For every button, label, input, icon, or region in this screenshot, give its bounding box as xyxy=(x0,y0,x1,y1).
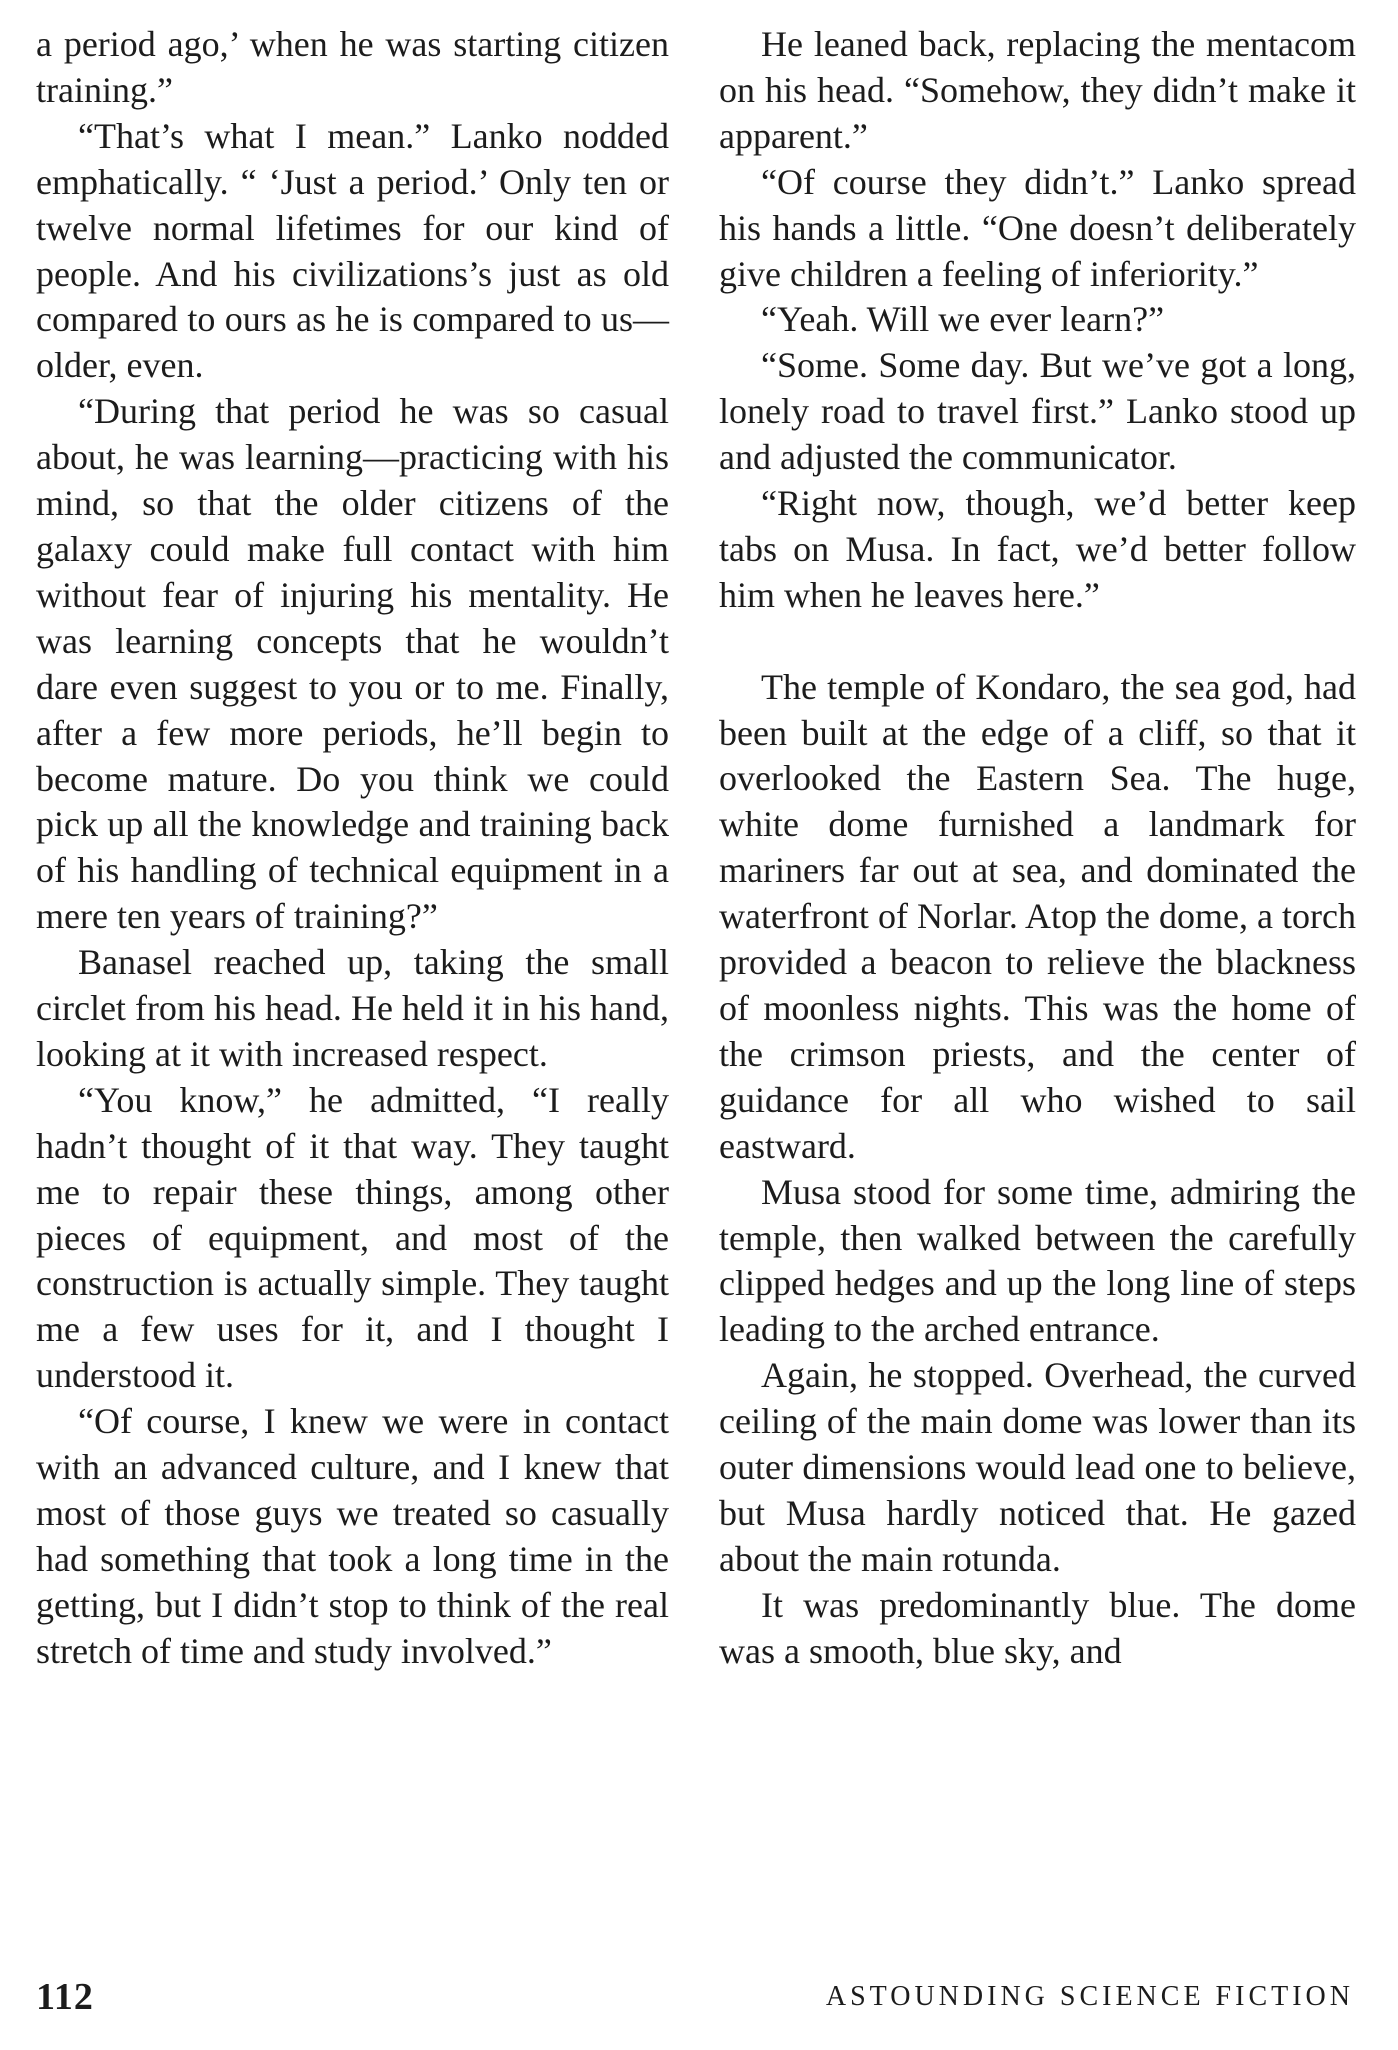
running-head-title: ASTOUNDING SCIENCE FICTION xyxy=(825,1981,1354,2012)
paragraph: “Of course they didn’t.” Lanko spread his hands a little. “One doesn’t deliberately give children a feeling of inferiority.” xyxy=(719,161,1356,294)
right-text-column xyxy=(719,22,1356,1675)
paragraph: a period ago,’ when he was starting citizen training.” xyxy=(36,24,669,110)
paragraph: Again, he stopped. Overhead, the curved ceiling of the main dome was lower than its outer dimensions would lead one to believe, but Musa hardly noticed that. He gazed about the main rotunda. xyxy=(719,1355,1356,1579)
paragraph: “Yeah. Will we ever learn?” xyxy=(761,299,1165,340)
paragraph: “Right now, though, we’d better keep tabs on Musa. In fact, we’d better follow him when he leaves here.” xyxy=(719,483,1356,615)
left-text-column xyxy=(36,22,669,1675)
paragraph: Musa stood for some time, admiring the temple, then walked between the carefully clipped hedges and up the long line of steps leading to the arched entrance. xyxy=(719,1171,1356,1350)
paragraph: He leaned back, replacing the mentacom on his head. “Somehow, they didn’t make it apparent.” xyxy=(719,24,1356,156)
paragraph: “You know,” he admitted, “I really hadn’t thought of it that way. They taught me to repair these things, among other pieces of equipment, and most of the construction is actually simple. They taught me a few uses for it, and I thought I understood it. xyxy=(36,1079,669,1396)
paragraph: “Of course, I knew we were in contact with an advanced culture, and I knew that most of those guys we treated so casually had something that took a long time in the getting, but I didn’t stop to think of the real stretch of time and study involved.” xyxy=(36,1401,669,1671)
paragraph: “During that period he was so casual about, he was learning—practicing with his mind, so that the older citizens of the galaxy could make full contact with him without fear of injuring his mentality. He was learning concepts that he wouldn’t dare even suggest to you or to me. Finally, after a few more periods, he’ll begin to become mature. Do you think we could pick up all the knowledge and training back of his handling of technical equipment in a mere ten years of training?” xyxy=(36,391,669,937)
page-number: 112 xyxy=(36,1976,94,2018)
paragraph: Banasel reached up, taking the small circlet from his head. He held it in his hand, looking at it with increased respect. xyxy=(36,942,669,1074)
paragraph: “Some. Some day. But we’ve got a long, lonely road to travel first.” Lanko stood up and adjusted the communicator. xyxy=(719,345,1356,478)
paragraph: It was predominantly blue. The dome was a smooth, blue sky, and xyxy=(719,1584,1356,1671)
section-start-paragraph: The temple of Kondaro, the sea god, had been built at the edge of a cliff, so that it overlooked the Eastern Sea. The huge, white dome furnished a landmark for mariners far out at sea, and dominated the waterfront of Norlar. Atop the dome, a torch provided a beacon to relieve the blackness of moonless nights. This was the home of the crimson priests, and the center of guidance for all who wished to sail eastward. xyxy=(719,666,1356,1166)
paragraph: “That’s what I mean.” Lanko nodded emphatically. “ ‘Just a period.’ Only ten or twelve normal lifetimes for our kind of people. And his civilizations’s just as old compared to ours as he is compared to us—older, even. xyxy=(36,115,669,386)
